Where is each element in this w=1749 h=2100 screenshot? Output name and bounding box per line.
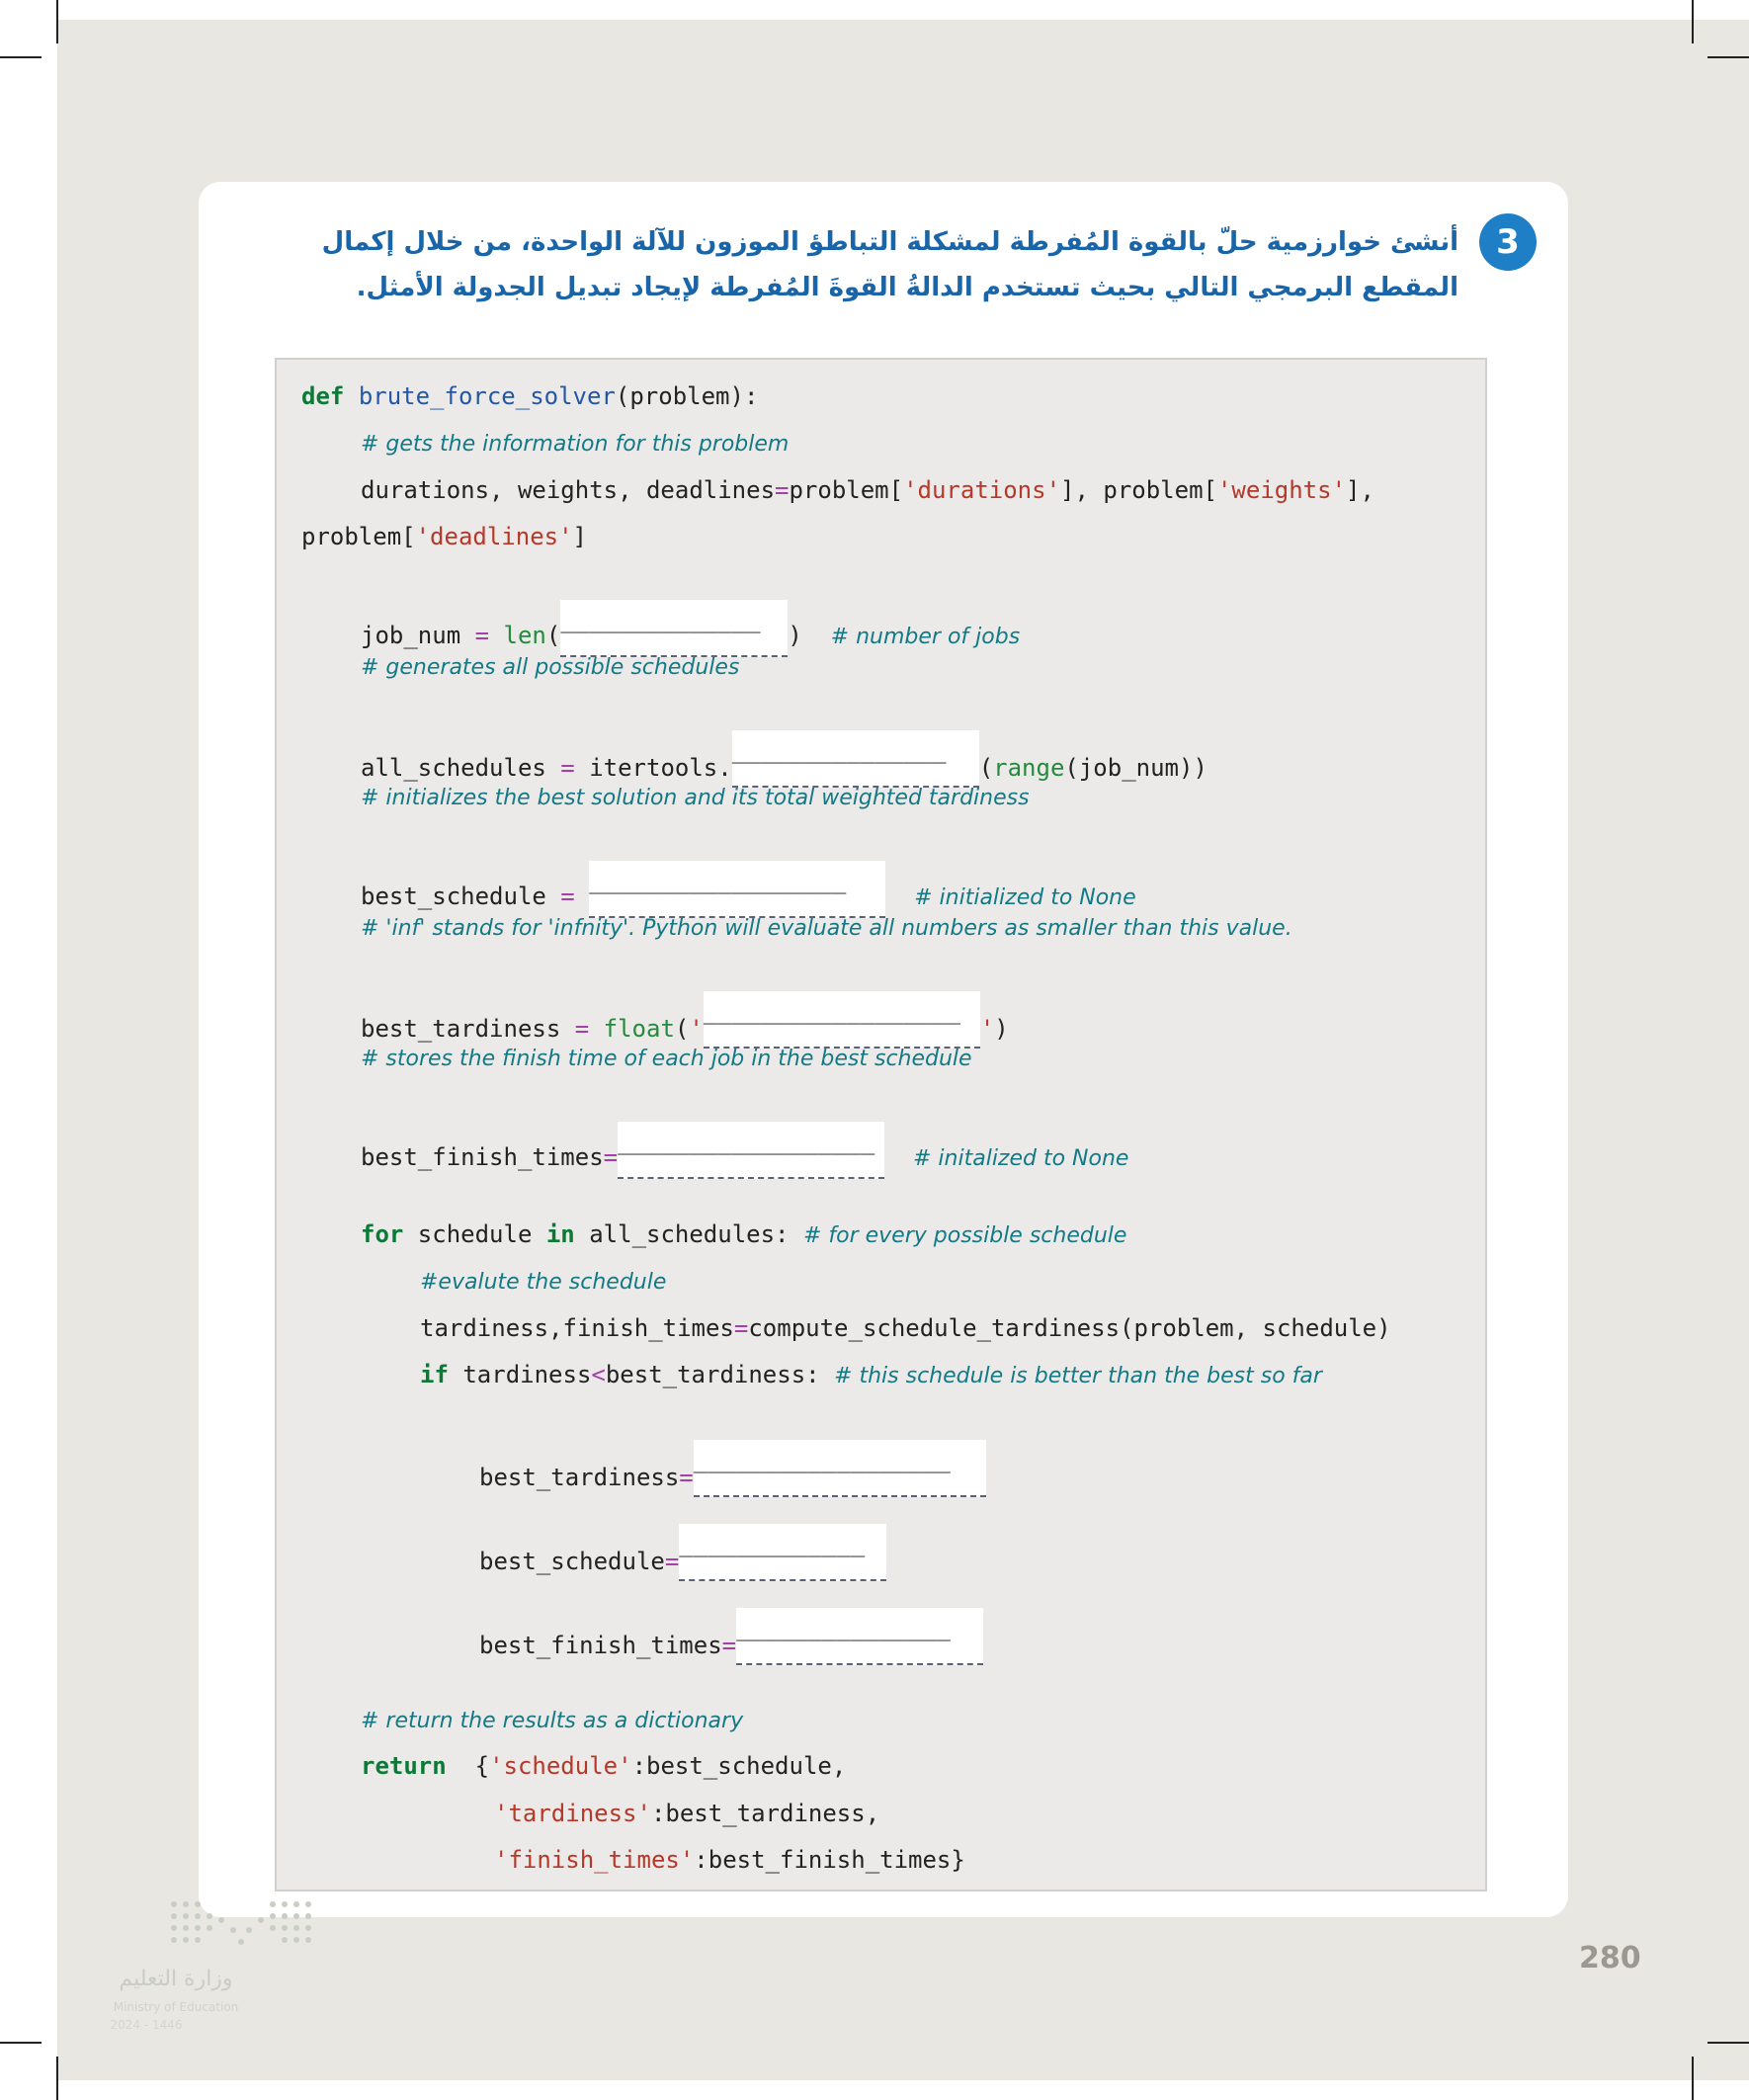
code-line-comment [361, 1038, 972, 1077]
answer-blank[interactable]: ______________ [560, 600, 788, 657]
code-text: schedule [403, 1220, 546, 1248]
answer-blank[interactable]: _______________ [736, 1608, 983, 1665]
string-literal: 'weights' [1216, 476, 1347, 504]
code-text: (job_num)) [1064, 754, 1208, 782]
code-text: :best_tardiness, [650, 1800, 880, 1827]
code-text: problem[ [301, 523, 416, 550]
code-comment: # for every possible schedule [802, 1223, 1127, 1248]
code-text: job_num [361, 622, 475, 649]
code-text: best_tardiness [479, 1464, 680, 1491]
code-text: ( [674, 1015, 690, 1043]
answer-blank[interactable]: __________________ [704, 991, 980, 1049]
operator: = [560, 882, 575, 910]
code-text: itertools. [589, 754, 732, 782]
logo-year-text: 2024 - 1446 [110, 2018, 183, 2032]
code-text: { [446, 1752, 490, 1780]
logo-arabic-text: وزارة التعليم [119, 1967, 233, 1991]
string-literal: ' [979, 1015, 995, 1043]
code-line-if [420, 1355, 1322, 1394]
code-line-assign-schedule [479, 1524, 886, 1575]
code-comment: #evalute the schedule [420, 1270, 667, 1295]
ministry-logo [97, 1897, 285, 2036]
code-line-comment [361, 777, 1030, 816]
code-line-unpack-cont [301, 517, 587, 556]
code-text: best_finish_times [361, 1143, 604, 1171]
keyword: def [301, 382, 345, 410]
code-text: ( [545, 622, 561, 649]
code-line-unpack [361, 470, 1374, 510]
code-line-comment [361, 646, 739, 686]
code-comment: # generates all possible schedules [361, 655, 740, 680]
string-literal: 'deadlines' [415, 523, 573, 550]
code-text: ) [994, 1015, 1009, 1043]
keyword: for [361, 1220, 404, 1248]
crop-mark [1707, 56, 1749, 58]
builtin: len [503, 622, 546, 649]
function-name: brute_force_solver [358, 382, 616, 410]
answer-blank[interactable]: __________________ [589, 861, 885, 918]
answer-blank[interactable]: __________________ [694, 1440, 986, 1497]
code-line-assign-tardiness [479, 1440, 986, 1491]
operator: < [591, 1361, 606, 1388]
code-text: durations, weights, deadlines [361, 476, 776, 504]
keyword: if [420, 1361, 449, 1388]
code-text: ], [1346, 476, 1374, 504]
operator: = [560, 754, 575, 782]
code-line-return-tardiness [494, 1794, 879, 1833]
operator: = [679, 1464, 694, 1491]
code-comment: # initialized to None [914, 885, 1136, 910]
code-line-comment [361, 423, 789, 462]
code-line-all-schedules [361, 730, 1208, 782]
code-text: tardiness,finish_times [420, 1314, 734, 1342]
code-line-comment [420, 1261, 666, 1301]
code-comment: # return the results as a dictionary [361, 1709, 744, 1733]
code-text: compute_schedule_tardiness(problem, schedule) [748, 1314, 1391, 1342]
code-comment: # 'inf' stands for 'infnity'. Python will evaluate all numbers as smaller than this value. [361, 916, 1292, 941]
code-line-best-tardiness [361, 991, 1009, 1043]
builtin: range [993, 754, 1065, 782]
logo-english-text: Ministry of Education [113, 2000, 239, 2014]
string-literal: 'durations' [903, 476, 1061, 504]
code-comment: # stores the finish time of each job in the best schedule [361, 1047, 972, 1071]
question-number-badge: 3 [1479, 213, 1537, 271]
operator: = [775, 476, 790, 504]
code-line-best-schedule [361, 861, 1136, 910]
keyword: in [545, 1220, 575, 1248]
code-line-def [301, 377, 758, 416]
crop-mark [1692, 2057, 1694, 2100]
string-literal: 'tardiness' [494, 1800, 651, 1827]
code-text: ], problem[ [1060, 476, 1217, 504]
operator: = [721, 1632, 737, 1659]
keyword: return [361, 1752, 447, 1780]
crop-mark [56, 2057, 58, 2100]
crop-mark [1707, 2042, 1749, 2044]
crop-mark [56, 0, 58, 43]
code-text: best_schedule [361, 882, 561, 910]
code-text: ( [978, 754, 994, 782]
code-text: (problem): [615, 382, 759, 410]
code-comment: # initalized to None [913, 1146, 1129, 1171]
code-text: ] [572, 523, 587, 550]
string-literal: 'schedule' [489, 1752, 632, 1780]
answer-blank[interactable]: __________________ [618, 1122, 884, 1179]
operator: = [733, 1314, 749, 1342]
code-comment: # number of jobs [830, 625, 1021, 649]
crop-mark [1692, 0, 1694, 43]
operator: = [603, 1143, 619, 1171]
code-text: best_tardiness: [605, 1361, 835, 1388]
code-line-return-finish [494, 1840, 965, 1880]
crop-mark [0, 2042, 42, 2044]
operator: = [474, 622, 490, 649]
operator: = [664, 1548, 680, 1575]
page-number: 280 [1579, 1941, 1641, 1975]
code-text: problem[ [789, 476, 904, 504]
question-text: أنشئ خوارزمية حلّ بالقوة المُفرطة لمشكلة التباطؤ الموزون للآلة الواحدة، من خلال إكمال المقطع البرمجي التالي بحيث تستخدم الدالةُ القوةَ المُفرطة لإيجاد تبديل الجدولة الأمثل. [321, 227, 1458, 302]
crop-mark [0, 56, 42, 58]
code-text: ) [788, 622, 802, 649]
code-text: all_schedules: [574, 1220, 803, 1248]
code-text: best_tardiness [361, 1015, 575, 1043]
code-text: tardiness [448, 1361, 592, 1388]
code-comment: # this schedule is better than the best so far [834, 1364, 1322, 1388]
code-line-for [361, 1215, 1126, 1254]
builtin: float [603, 1015, 675, 1043]
logo-dots-icon [171, 1897, 324, 1957]
code-line-comment [361, 1700, 743, 1739]
answer-blank[interactable]: _______________ [732, 730, 979, 788]
code-text: :best_finish_times} [694, 1846, 965, 1874]
code-line-comment [361, 907, 1292, 947]
string-literal: ' [689, 1015, 704, 1043]
code-line-compute [420, 1308, 1391, 1348]
answer-blank[interactable]: _____________ [679, 1524, 886, 1581]
code-line-return [361, 1746, 846, 1786]
code-text: all_schedules [361, 754, 561, 782]
code-line-best-finish [361, 1122, 1129, 1171]
code-text: best_finish_times [479, 1632, 722, 1659]
code-text: :best_schedule, [631, 1752, 847, 1780]
code-comment: # gets the information for this problem [361, 432, 790, 457]
string-literal: 'finish_times' [494, 1846, 695, 1874]
code-text: best_schedule [479, 1548, 665, 1575]
operator: = [574, 1015, 590, 1043]
code-comment: # initializes the best solution and its total weighted tardiness [361, 786, 1030, 810]
code-line-assign-finish [479, 1608, 983, 1659]
code-line-job-num [361, 600, 1021, 649]
